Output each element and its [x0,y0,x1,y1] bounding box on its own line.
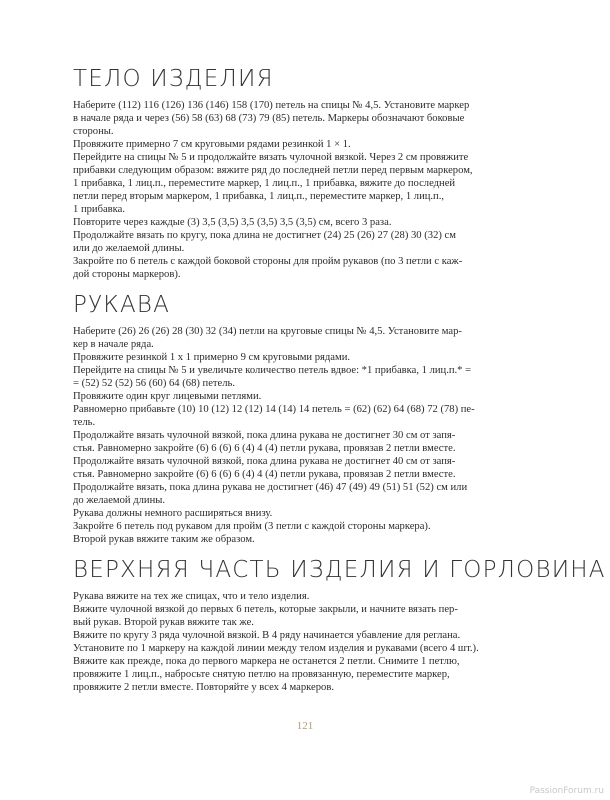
text-line: 1 прибавка, 1 лиц.п., переместите маркер, 1 лиц.п., 1 прибавка, вяжите до последней [73,178,456,189]
text-line: Установите по 1 маркеру на каждой линии между телом изделия и рукавами (всего 4 шт.). [73,643,479,654]
section-title: ВЕРХНЯЯ ЧАСТЬ ИЗДЕЛИЯ И ГОРЛОВИНА [73,557,606,583]
text-line: Провяжите примерно 7 см круговыми рядами резинкой 1 × 1. [73,139,351,150]
text-line: Наберите (112) 116 (126) 136 (146) 158 (170) петель на спицы № 4,5. Установите маркер [73,100,470,111]
text-line: Повторите через каждые (3) 3,5 (3,5) 3,5 (3,5) 3,5 (3,5) см, всего 3 раза. [73,217,392,228]
text-line: стья. Равномерно закройте (6) 6 (6) 6 (4) 4 (4) петли рукава, провязав 2 петли вместе. [73,443,456,454]
section-body [73,64,543,281]
section-yoke-neckline [73,555,606,694]
text-line: или до желаемой длины. [73,243,185,254]
text-line: Закройте 6 петель под рукавом для пройм (3 петли с каждой стороны маркера). [73,521,431,532]
text-line: стороны. [73,126,114,137]
text-line: Рукава вяжите на тех же спицах, что и тело изделия. [73,591,310,602]
text-line: Перейдите на спицы № 5 и продолжайте вязать чулочной вязкой. Через 2 см провяжите [73,152,469,163]
text-line: Второй рукав вяжите таким же образом. [73,534,255,545]
text-line: Вяжите чулочной вязкой до первых 6 петель, которые закрыли, и начните вязать пер- [73,604,458,615]
text-line: Продолжайте вязать по кругу, пока длина не достигнет (24) 25 (26) 27 (28) 30 (32) см [73,230,456,241]
page-content [73,64,606,703]
text-line: дой стороны маркеров). [73,269,181,280]
text-line: петли перед вторым маркером, 1 прибавка, 1 лиц.п., переместите маркер, 1 лиц.п., [73,191,445,202]
text-line: = (52) 52 (52) 56 (60) 64 (68) петель. [73,378,236,389]
section-title: РУКАВА [73,292,171,318]
text-line: кер в начале ряда. [73,339,154,350]
text-line: Наберите (26) 26 (26) 28 (30) 32 (34) петли на круговые спицы № 4,5. Установите мар- [73,326,462,337]
text-line: провяжите 2 петли вместе. Повторяйте у всех 4 маркеров. [73,682,334,693]
text-line: Провяжите резинкой 1 х 1 примерно 9 см круговыми рядами. [73,352,351,363]
text-line: стья. Равномерно закройте (6) 6 (6) 6 (4) 4 (4) петли рукава, провязав 2 петли вместе. [73,469,456,480]
section-title: ТЕЛО ИЗДЕЛИЯ [73,66,274,92]
section-sleeves [73,290,543,546]
text-line: Провяжите один круг лицевыми петлями. [73,391,262,402]
text-line: провяжите 1 лиц.п., набросьте снятую петлю на провязанную, переместите маркер, [73,669,450,680]
text-line: Вяжите по кругу 3 ряда чулочной вязкой. В 4 ряду начинается убавление для реглана. [73,630,461,641]
text-line: Продолжайте вязать чулочной вязкой, пока длина рукава не достигнет 30 см от запя- [73,430,456,441]
text-line: Перейдите на спицы № 5 и увеличьте количество петель вдвое: *1 прибавка, 1 лиц.п.* = [73,365,472,376]
text-line: в начале ряда и через (56) 58 (63) 68 (73) 79 (85) петель. Маркеры обозначают боковые [73,113,465,124]
text-line: до желаемой длины. [73,495,166,506]
text-line: Вяжите как прежде, пока до первого маркера не останется 2 петли. Снимите 1 петлю, [73,656,460,667]
text-line: 1 прибавка. [73,204,126,215]
text-line: тель. [73,417,96,428]
text-line: Продолжайте вязать, пока длина рукава не достигнет (46) 47 (49) 49 (51) 51 (52) см или [73,482,468,493]
text-line: Продолжайте вязать чулочной вязкой, пока длина рукава не достигнет 40 см от запя- [73,456,456,467]
text-line: Закройте по 6 петель с каждой боковой стороны для пройм рукавов (по 3 петли с каж- [73,256,463,267]
text-line: Равномерно прибавьте (10) 10 (12) 12 (12) 14 (14) 14 петель = (62) (62) 64 (68) 72 (78) пе- [73,404,475,415]
watermark: PassionForum.ru [529,786,604,796]
text-line: Рукава должны немного расширяться внизу. [73,508,273,519]
page-number: 121 [296,720,314,732]
text-line: прибавки следующим образом: вяжите ряд до последней петли перед первым маркером, [73,165,473,176]
text-line: вый рукав. Второй рукав вяжите так же. [73,617,254,628]
